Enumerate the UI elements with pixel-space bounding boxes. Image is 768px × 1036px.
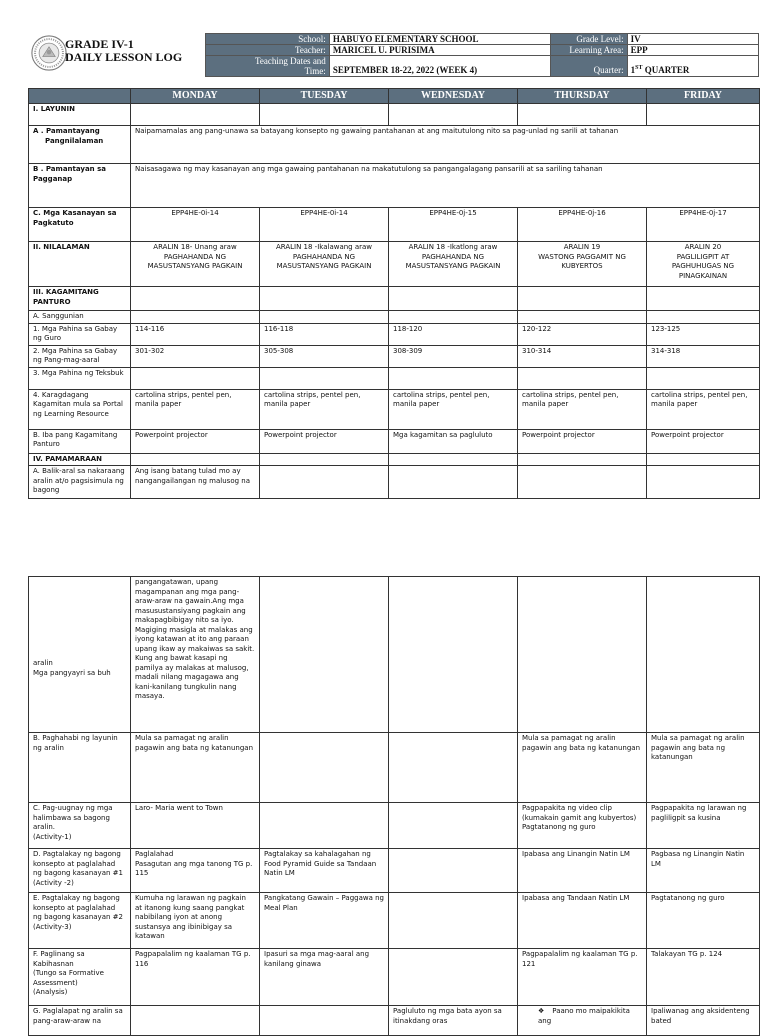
pag-uugnay-cell (389, 803, 518, 849)
pag-uugnay-cell: Pagpapakita ng larawan ng pagliligpit sa kusina (647, 803, 760, 849)
paghahabi-cell: Mula sa pamagat ng aralin pagawin ang bata ng katanungan (518, 733, 647, 803)
materials-cell: cartolina strips, pentel pen, manila paper (389, 389, 518, 429)
page-range: 310-314 (518, 345, 647, 367)
pag-uugnay-label: C. Pag-uugnay ng mga halimbawa sa bagong aralin. (Activity-1) (29, 803, 131, 849)
teaching-dates-value: SEPTEMBER 18-22, 2022 (WEEK 4) (329, 56, 550, 77)
pagtalakay-1-label: D. Pagtalakay ng bagong konsepto at paglalahad ng bagong kasanayan #1 (Activity -2) (29, 849, 131, 893)
paglinang-cell: Ipasuri sa mga mag-aaral ang kanilang ginawa (260, 949, 389, 1006)
pag-uugnay-cell: Pagpapakita ng video clip (kumakain gamit ang kubyertos) Pagtatanong ng guro (518, 803, 647, 849)
day-header-thursday: THURSDAY (518, 89, 647, 104)
iba-pang-kagamitan-label: B. Iba pang Kagamitang Panturo (29, 429, 131, 453)
pamantayang-pangnilalaman-text: Naipamamalas ang pang-unawa sa batayang konsepto ng gawaing pantahanan at ang maitutulong nito sa pag-unlad ng sarili at tahanan (131, 126, 760, 164)
paglalapat-friday: Ipaliwanag ang aksidenteng bated (647, 1006, 760, 1036)
quarter-value: 1ST QUARTER (627, 56, 758, 77)
paghahabi-cell (389, 733, 518, 803)
day-header-wednesday: WEDNESDAY (389, 89, 518, 104)
pagtalakay-1-friday: Pagbasa ng Linangin Natin LM (647, 849, 760, 893)
gabay-guro-label: 1. Mga Pahina sa Gabay ng Guro (29, 323, 131, 345)
other-materials-cell: Powerpoint projector (131, 429, 260, 453)
pagtalakay-1-monday: Paglalahad Pasagutan ang mga tanong TG p. 115 (131, 849, 260, 893)
balik-aral-label-continued: aralin Mga pangyayri sa buh (29, 577, 131, 733)
paglinang-label: F. Paglinang sa Kabihasnan (Tungo sa Formative Assessment) (Analysis) (29, 949, 131, 1006)
pag-uugnay-cell (260, 803, 389, 849)
school-info-table (205, 33, 759, 77)
page-range: 305-308 (260, 345, 389, 367)
competency-code: EPP4HE-0j-16 (518, 208, 647, 242)
pamantayang-pangnilalaman-label: A . Pamantayang Pangnilalaman (29, 126, 131, 164)
balik-aral-monday-continued: pangangatawan, upang magampanan ang mga pang-araw-araw na gawain.Ang mga masusustansiyang pagkain ang makapagbibigay nito sa iyo. Magiging masigla at malakas ang iyong katawan at ito ang paraan upang ikaw ay makaiwas sa sakit. Kung ang bawat kasapi ng pamilya ay malakas at malusog, madali nilang magagawa ang kani-kanilang tungkulin nang masaya. (131, 577, 260, 733)
competency-code: EPP4HE-0j-17 (647, 208, 760, 242)
materials-cell: cartolina strips, pentel pen, manila paper (260, 389, 389, 429)
gabay-mag-aaral-label: 2. Mga Pahina sa Gabay ng Pang-mag-aaral (29, 345, 131, 367)
school-label: School: (206, 34, 330, 45)
pagtalakay-1-thursday: Ipabasa ang Linangin Natin LM (518, 849, 647, 893)
balik-aral-monday: Ang isang batang tulad mo ay nangangailangan ng malusog na (131, 466, 260, 499)
day-header-tuesday: TUESDAY (260, 89, 389, 104)
pagtalakay-2-cell: Pagtatanong ng guro (647, 893, 760, 949)
lesson-topic: ARALIN 18- Unang araw PAGHAHANDA NG MASUSTANSYANG PAGKAIN (131, 242, 260, 287)
pagtalakay-2-cell: Kumuha ng larawan ng pagkain at itanong kung saang pangkat nabibilang iyon at anong sustansya ang ibinibigay sa katawan (131, 893, 260, 949)
pamantayan-sa-pagganap-text: Naisasagawa ng may kasanayan ang mga gawaing pantahanan na makatutulong sa pangangalagang pansarili at sa sariling tahanan (131, 164, 760, 208)
other-materials-cell: Mga kagamitan sa pagluluto (389, 429, 518, 453)
paghahabi-cell: Mula sa pamagat ng aralin pagawin ang bata ng katanungan (131, 733, 260, 803)
materials-cell: cartolina strips, pentel pen, manila paper (131, 389, 260, 429)
other-materials-cell: Powerpoint projector (647, 429, 760, 453)
pamamaraan-label: IV. PAMAMARAAN (29, 453, 131, 466)
page-range: 118-120 (389, 323, 518, 345)
pagtalakay-2-label: E. Pagtalakay ng bagong konsepto at paglalahad ng bagong kasanayan #2 (Activity-3) (29, 893, 131, 949)
kasanayan-label: C. Mga Kasanayan sa Pagkatuto (29, 208, 131, 242)
paglalapat-wednesday: Pagluluto ng mga bata ayon sa itinakdang oras (389, 1006, 518, 1036)
page-range: 301-302 (131, 345, 260, 367)
lesson-plan-table-page1 (28, 88, 760, 499)
page-range: 114-116 (131, 323, 260, 345)
nilalaman-label: II. NILALAMAN (29, 242, 131, 287)
paglinang-cell: Talakayan TG p. 124 (647, 949, 760, 1006)
pagtalakay-2-cell (389, 893, 518, 949)
lesson-topic: ARALIN 19 WASTONG PAGGAMIT NG KUBYERTOS (518, 242, 647, 287)
page-range: 116-118 (260, 323, 389, 345)
pagtalakay-2-cell: Ipabasa ang Tandaan Natin LM (518, 893, 647, 949)
pamantayan-sa-pagganap-label: B . Pamantayan sa Pagganap (29, 164, 131, 208)
grade-level-value: IV (627, 34, 758, 45)
teaching-dates-label: Teaching Dates and Time: (206, 56, 330, 77)
lesson-topic: ARALIN 20 PAGLILIGPIT AT PAGHUHUGAS NG PINAGKAINAN (647, 242, 760, 287)
grade-level-label: Grade Level: (551, 34, 628, 45)
sanggunian-label: A. Sanggunian (29, 311, 131, 324)
day-header-blank (29, 89, 131, 104)
kagamitang-panturo-label: III. KAGAMITANG PANTURO (29, 287, 131, 311)
paglinang-cell: Pagpapalalim ng kaalaman TG p. 121 (518, 949, 647, 1006)
deped-seal-icon (31, 35, 67, 71)
paglinang-cell: Pagpapalalim ng kaalaman TG p. 116 (131, 949, 260, 1006)
pagtalakay-2-cell: Pangkatang Gawain – Paggawa ng Meal Plan (260, 893, 389, 949)
learning-area-label: Learning Area: (551, 45, 628, 56)
school-name: HABUYO ELEMENTARY SCHOOL (329, 34, 550, 45)
paghahabi-cell: Mula sa pamagat ng aralin pagawin ang bata ng katanungan (647, 733, 760, 803)
competency-code: EPP4HE-0i-14 (131, 208, 260, 242)
materials-cell: cartolina strips, pentel pen, manila paper (518, 389, 647, 429)
paghahabi-label: B. Paghahabi ng layunin ng aralin (29, 733, 131, 803)
page-range: 308-309 (389, 345, 518, 367)
paghahabi-cell (260, 733, 389, 803)
materials-cell: cartolina strips, pentel pen, manila paper (647, 389, 760, 429)
lesson-plan-table-page2 (28, 576, 760, 1036)
page-range: 123-125 (647, 323, 760, 345)
lesson-topic: ARALIN 18 -Ikatlong araw PAGHAHANDA NG MASUSTANSYANG PAGKAIN (389, 242, 518, 287)
paglalapat-label: G. Paglalapat ng aralin sa pang-araw-araw na (29, 1006, 131, 1036)
learning-area-value: EPP (627, 45, 758, 56)
paglalapat-thursday: ❖ Paano mo maipakikita ang (518, 1006, 647, 1036)
learning-resource-label: 4. Karagdagang Kagamitan mula sa Portal ng Learning Resource (29, 389, 131, 429)
competency-code: EPP4HE-0j-15 (389, 208, 518, 242)
lesson-log-title: GRADE IV-1 DAILY LESSON LOG (65, 37, 183, 64)
pag-uugnay-cell: Laro- Maria went to Town (131, 803, 260, 849)
page-range: 314-318 (647, 345, 760, 367)
teacher-label: Teacher: (206, 45, 330, 56)
teksbuk-label: 3. Mga Pahina ng Teksbuk (29, 367, 131, 389)
lesson-log-header (28, 33, 759, 78)
other-materials-cell: Powerpoint projector (518, 429, 647, 453)
quarter-label: Quarter: (551, 56, 628, 77)
page-range: 120-122 (518, 323, 647, 345)
other-materials-cell: Powerpoint projector (260, 429, 389, 453)
lesson-topic: ARALIN 18 -Ikalawang araw PAGHAHANDA NG MASUSTANSYANG PAGKAIN (260, 242, 389, 287)
pagtalakay-1-wednesday (389, 849, 518, 893)
balik-aral-label: A. Balik-aral sa nakaraang aralin at/o pagsisimula ng bagong (29, 466, 131, 499)
teacher-name: MARICEL U. PURISIMA (329, 45, 550, 56)
section-layunin: I. LAYUNIN (29, 104, 131, 126)
day-header-friday: FRIDAY (647, 89, 760, 104)
diamond-bullet-icon: ❖ (538, 1007, 545, 1015)
competency-code: EPP4HE-0i-14 (260, 208, 389, 242)
day-header-monday: MONDAY (131, 89, 260, 104)
pagtalakay-1-tuesday: Pagtalakay sa kahalagahan ng Food Pyramid Guide sa Tandaan Natin LM (260, 849, 389, 893)
paglinang-cell (389, 949, 518, 1006)
